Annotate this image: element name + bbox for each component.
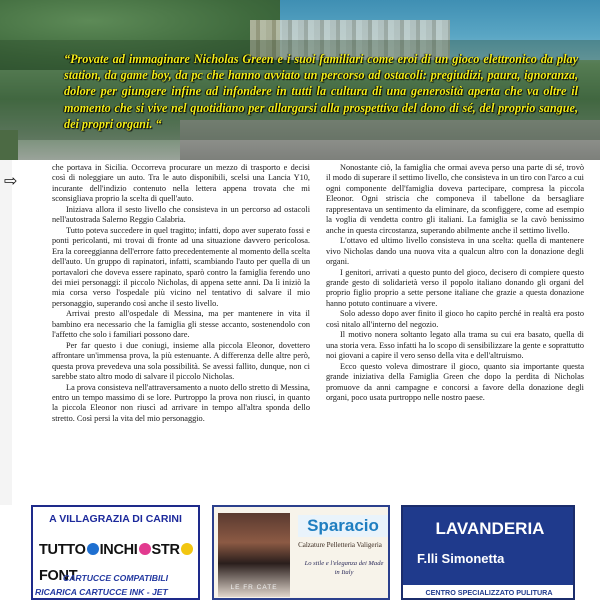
ad-slogan: Lo stile e l'eleganza dei Made in Italy [304,560,384,576]
article-body [4,163,584,501]
ad-brand: Sparacio [298,515,388,537]
blue-dot-icon [87,543,99,555]
paragraph: Iniziava allora il sesto livello che consisteva in un percorso ad ostacoli nell'autostrada Salerno Reggio Calabria. [52,204,310,225]
ad-lavanderia[interactable] [401,505,575,600]
logo-text: STR [151,542,180,558]
paragraph: Tutto poteva succedere in quel tragitto; infatti, dopo aver superato fossi e ponti pericolanti, mi trovai di fronte ad una situazione davvero pericolosa. Era la coreeggianna dell'errore fatto precedentemente al momento della scelta dell'auto. Un gruppo di rapinatori, infatti, scambiando l'auto per quella di un portavalori che doveva essere rapinato, sparò contro la famiglia ferendo uno dei miei personaggi: il piccolo Nicholas, di appena sette anni. Da lì iniziò la mia corsa verso l'ospedale più vicino nel tentativo di salvare il mio personaggio, superando così anche il sesto livello. [52,225,310,308]
pole-graphic [0,130,18,160]
paragraph: La prova consisteva nell'attraversamento a nuoto dello stretto di Messina, entro un tempo massimo di se lore. Purtroppo la prova non riuscì, in quanto la piccola Eleonor non riuscì ad arrivare in tempo all'altra sponda dello stretto. Così persi la vita del mio personaggio. [52,382,310,423]
ads-row [0,505,600,600]
paragraph: Il motivo nonera soltanto legato alla trama su cui era basato, quella di una storia vera. Esso infatti ha lo scopo di sensibilizzare la gente e soprattutto noi giovani a capire il vero senso della vita e dell'altruismo. [326,330,584,361]
paragraph: I genitori, arrivati a questo punto del gioco, decisero di compiere questo grande gesto di solidarietà verso il popolo italiano donando gli organi del proprio figlio proprio a sette persone italiane che grazie a questa donazione hanno potuto continuare a vivere. [326,267,584,308]
model-photo [218,513,290,597]
ad-name: F.lli Simonetta [417,551,505,566]
paragraph: Arrivai presto all'ospedale di Messina, ma per mantenere in vita il bambino era necessario che la famiglia gli stesse accanto, sostenendolo con l'affetto che solo i familiari possono dare. [52,309,310,340]
paragraph: Ecco questo voleva dimostrare il gioco, quanto sia importante questa grande iniziativa della Famiglia Green che dopo la perdita di Nicholas promuove da anni campagne e concorsi a favore della donazione degli organi, poco usata purtroppo nelle nostro paese. [326,361,584,402]
logo-text: FONT [39,568,78,584]
right-arrow-icon: ⇨ [4,171,18,190]
article-column-left [4,163,310,501]
ad-sparacio[interactable] [212,505,390,600]
article-column-right [326,163,584,501]
logo-text: TUTTO [39,542,86,558]
ad-subtitle: Calzature Pelletteria Valigeria [298,541,382,549]
yellow-dot-icon [181,543,193,555]
ad-brand: LAVANDERIA [435,519,545,538]
pink-dot-icon [139,543,151,555]
ad-tutto-inchiostro[interactable] [31,505,200,600]
paragraph: che portava in Sicilia. Occorreva procurare un mezzo di trasporto e decisi così di noleggiare un auto. Tra le auto disponibili, scelsi una Lancia Y10, incurante dell'indizio contenuto nella lettera appena trovata che mi sconsigliava proprio la scelta di quell'auto. [52,163,310,204]
ad-title: A VILLAGRAZIA DI CARINI [49,513,182,525]
ad-line: CARTUCCE COMPATIBILI [62,573,169,583]
photo-caption: LE FR CATE [230,584,278,591]
ad-tagline: CENTRO SPECIALIZZATO PULITURA [403,585,575,600]
paragraph: Per far questo i due coniugi, insieme alla piccola Eleonor, dovettero affrontare un'immensa prova, la più estenuante. A differenza delle altre però, questa prova prevedeva una sola possibilità. Se avessi fallito, dunque, non ci sarebbe stato altro modo di salvare il piccolo Nicholas. [52,340,310,382]
header-quote: “Provate ad immaginare Nicholas Green e i suoi familiari come eroi di un gioco elettronico da play station, da game boy, da pc che hanno avviato un percorso ad ostacoli: pregiudizi, paura, ignoranza, dolore per giungere infine ad infondere in tutti la cultura di una generosità aperta che va oltre il momento che si vive nel quotidiano per allargarsi alla prospettiva del dono di sé, del proprio sangue, dei propri organi. “ [64,52,578,131]
page-margin [0,160,12,505]
header-photo [0,0,600,160]
paragraph: L'ottavo ed ultimo livello consisteva in una scelta: quella di mantenere vivo Nicholas dando una nuova vita a qualcun altro con la donazione degli organi. [326,236,584,267]
logo-text: INCHI [99,542,138,558]
ad-line: RICARICA CARTUCCE INK - JET [35,587,168,597]
paragraph: Nonostante ciò, la famiglia che ormai aveva perso una parte di sé, trovò il modo di superare il settimo livello, che consisteva in un tiro con l'arco a cui ogni componente dell'famiglia doveva partecipare, compresa la piccola Eleonor. Ogni striscia che componeva il tabellone da bersagliare rappresentava un sentimento da eliminare, da sconfiggere, come ad esempio la voglia di vendetta contro gli italiani. La famiglia se la cavò benissimo anche in questa circostanza, superando abilmente anche il settimo livello. [326,163,584,235]
paragraph: Solo adesso dopo aver finito il gioco ho capito perché in realtà era posto così nitalo all'interno del negozio. [326,309,584,329]
